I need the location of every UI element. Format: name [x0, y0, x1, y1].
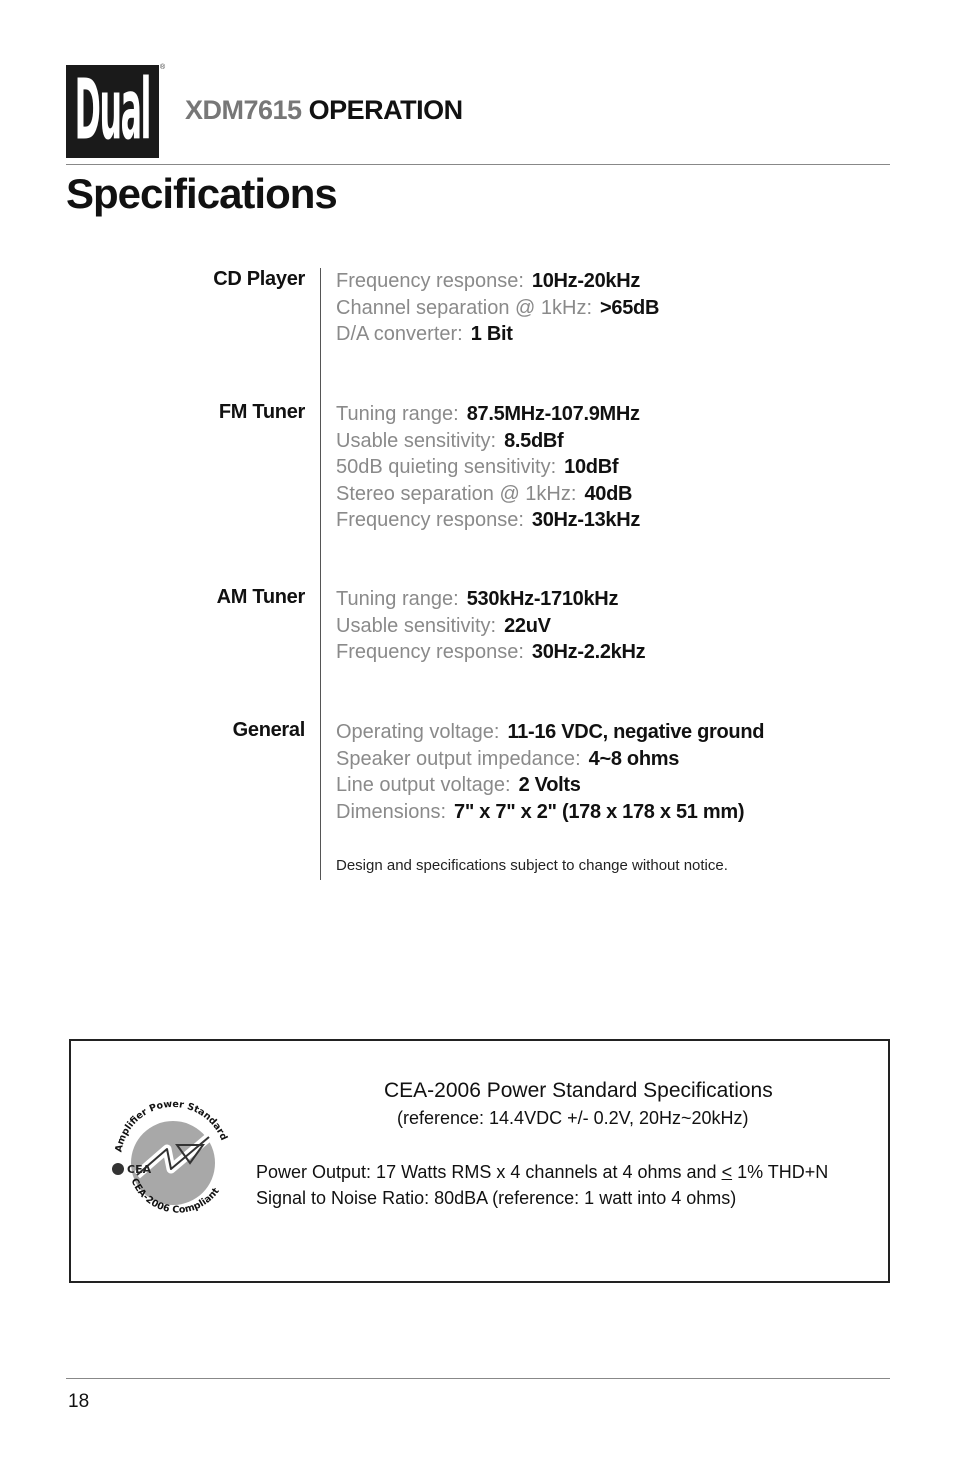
spec-value: 10Hz-20kHz: [531, 270, 641, 292]
spec-label: 50dB quieting sensitivity: [336, 456, 551, 478]
dual-logo: [66, 62, 159, 159]
less-equal-symbol: <: [721, 1162, 733, 1182]
spec-label: D/A converter: [336, 323, 458, 345]
spec-value: 8.5dBf: [504, 429, 564, 452]
spec-value: 10dBf: [564, 456, 619, 478]
spec-group-fm-tuner: [336, 401, 640, 534]
spec-row: D/A converter: 1 Bit: [336, 323, 513, 345]
spec-row: Line output voltage: 2 Volts: [336, 774, 581, 796]
spec-value: 2 Volts: [518, 774, 581, 796]
section-name: OPERATION: [308, 95, 463, 125]
spec-label: Stereo separation @ 1kHz: [336, 482, 571, 505]
spec-label: Tuning range: [336, 588, 454, 610]
spec-divider-line: [320, 268, 321, 880]
section-label-cd-player: CD Player: [213, 268, 305, 290]
logo-text: Dual: [74, 62, 151, 159]
cea-reference: (reference: 14.4VDC +/- 0.2V, 20Hz~20kHz): [397, 1108, 749, 1128]
bottom-divider: [66, 1378, 890, 1379]
svg-text:Amplifier Power Standard: Amplifier Power Standard: [113, 1098, 230, 1154]
spec-label: Frequency response: [336, 270, 519, 292]
section-label-am-tuner: AM Tuner: [216, 586, 305, 608]
registered-mark: ®: [160, 64, 166, 71]
spec-label: Frequency response: [336, 509, 519, 531]
spec-row: Frequency response: 10Hz-20kHz: [336, 270, 641, 292]
page-number: 18: [68, 1391, 90, 1412]
spec-label: Line output voltage: [336, 774, 506, 796]
spec-label: Dimensions: [336, 800, 441, 823]
svg-text:CEA: CEA: [127, 1163, 152, 1176]
top-divider: [66, 164, 890, 165]
spec-label: Usable sensitivity: [336, 614, 491, 637]
spec-label: Frequency response: [336, 641, 519, 663]
page-title: Specifications: [66, 170, 337, 217]
spec-row: Stereo separation @ 1kHz: 40dB: [336, 482, 633, 505]
spec-value: >65dB: [600, 296, 660, 319]
spec-row: Dimensions: 7" x 7" x 2" (178 x 178 x 51 mm): [336, 800, 745, 823]
spec-row: Frequency response: 30Hz-2.2kHz: [336, 641, 646, 663]
spec-group-general: [336, 719, 764, 825]
cea-title: CEA-2006 Power Standard Specifications: [384, 1079, 773, 1102]
spec-row: Tuning range: 87.5MHz-107.9MHz: [336, 403, 640, 425]
header-title: [185, 95, 463, 126]
spec-row: Tuning range: 530kHz-1710kHz: [336, 588, 619, 610]
spec-row: Channel separation @ 1kHz: >65dB: [336, 296, 660, 319]
spec-label: Usable sensitivity: [336, 429, 491, 452]
cea-power-output: Power Output: 17 Watts RMS x 4 channels at 4 ohms and < 1% THD+N: [256, 1162, 829, 1182]
spec-row: Frequency response: 30Hz-13kHz: [336, 509, 641, 531]
model-number: XDM7615: [185, 95, 302, 125]
spec-label: Speaker output impedance: [336, 747, 576, 770]
spec-row: 50dB quieting sensitivity: 10dBf: [336, 456, 619, 478]
spec-value: 11-16 VDC, negative ground: [507, 721, 765, 743]
spec-value: 30Hz-13kHz: [531, 509, 641, 531]
spec-value: 40dB: [584, 482, 633, 505]
cea-specification-box: [69, 1039, 890, 1283]
spec-row: Usable sensitivity: 8.5dBf: [336, 429, 564, 452]
spec-label: Tuning range: [336, 403, 454, 425]
section-label-general: General: [232, 719, 305, 741]
spec-value: 87.5MHz-107.9MHz: [466, 403, 640, 425]
spec-row: Operating voltage: 11-16 VDC, negative ground: [336, 721, 765, 743]
spec-value: 1 Bit: [470, 323, 513, 345]
spec-row: Speaker output impedance: 4~8 ohms: [336, 747, 680, 770]
section-label-fm-tuner: FM Tuner: [218, 401, 305, 423]
spec-label: Channel separation @ 1kHz: [336, 296, 587, 319]
cea-signal-noise: Signal to Noise Ratio: 80dBA (reference: 1 watt into 4 ohms): [256, 1188, 737, 1208]
spec-group-am-tuner: [336, 586, 645, 666]
spec-value: 4~8 ohms: [588, 747, 680, 770]
spec-value: 530kHz-1710kHz: [466, 588, 619, 610]
specification-notice: Design and specifications subject to change without notice.: [336, 857, 728, 874]
spec-value: 22uV: [504, 614, 551, 637]
spec-group-cd-player: [336, 268, 659, 348]
spec-label: Operating voltage: [336, 721, 494, 743]
cea-compliance-seal-icon: [107, 1093, 239, 1225]
spec-value: 30Hz-2.2kHz: [531, 641, 646, 663]
svg-text:CEA-2006 Compliant: CEA-2006 Compliant: [128, 1176, 222, 1216]
spec-value: 7" x 7" x 2" (178 x 178 x 51 mm): [454, 800, 745, 823]
spec-row: Usable sensitivity: 22uV: [336, 614, 551, 637]
